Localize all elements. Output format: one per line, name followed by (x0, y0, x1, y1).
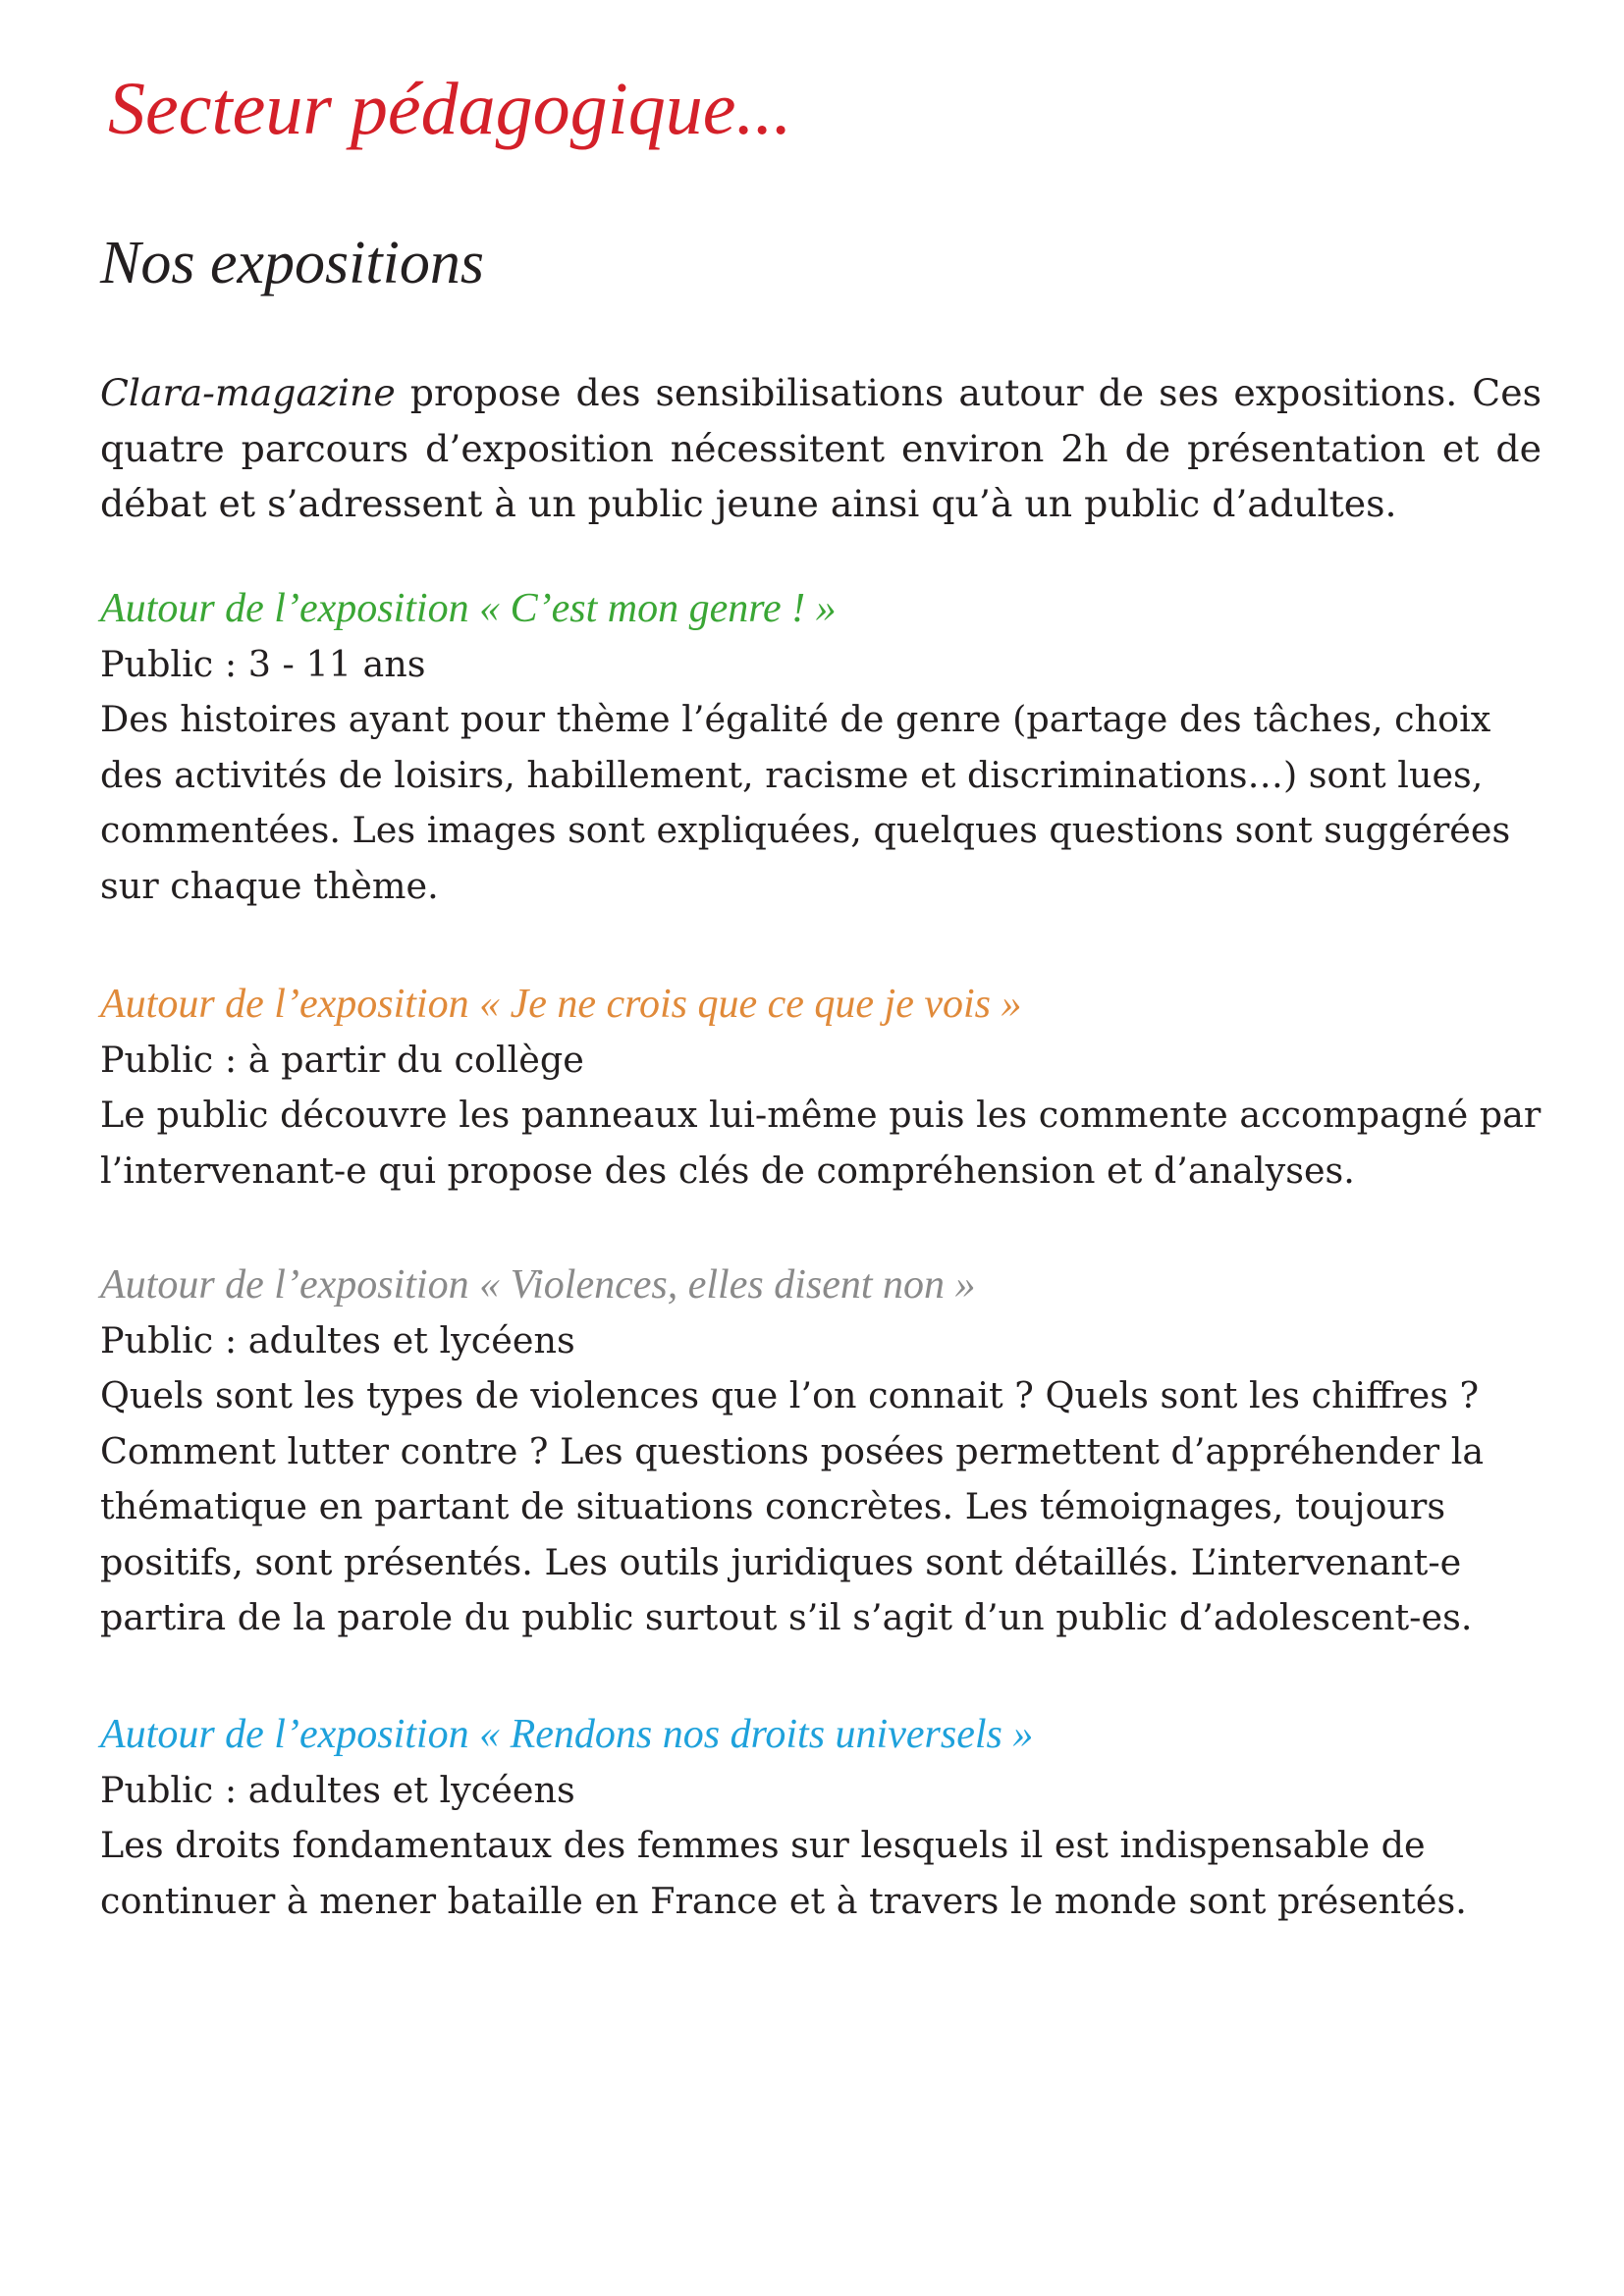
exposition-description: Le public découvre les panneaux lui-même puis les commente accompagné par l’intervenant-e qui propose des clés de compréhension et d’analyses. (100, 1094, 1542, 1192)
section-title: Nos expositions (100, 230, 484, 296)
exposition-public: Public : adultes et lycéens (100, 1768, 575, 1811)
exposition-heading: Autour de l’exposition « Je ne crois que ce que je vois » (100, 982, 1022, 1027)
exposition-block-je-ne-crois (100, 977, 1542, 1199)
intro-text: propose des sensibilisations autour de ses expositions. Ces quatre parcours d’exposition nécessitent environ 2h de présentation et de débat et s’adressent à un public jeune ainsi qu’à un public d’adultes. (100, 371, 1542, 525)
exposition-public: Public : adultes et lycéens (100, 1318, 575, 1362)
exposition-public: Public : 3 - 11 ans (100, 642, 426, 685)
exposition-heading: Autour de l’exposition « Rendons nos droits universels » (100, 1712, 1034, 1757)
exposition-description: Des histoires ayant pour thème l’égalité de genre (partage des tâches, choix des activités de loisirs, habillement, racisme et discriminations…) sont lues, commentées. Les images sont expliquées, quelques questions sont suggérées sur chaque thème. (100, 698, 1511, 907)
exposition-block-violences (100, 1257, 1542, 1646)
exposition-public: Public : à partir du collège (100, 1038, 584, 1081)
exposition-heading: Autour de l’exposition « Violences, elles disent non » (100, 1262, 976, 1308)
page-title: Secteur pédagogique... (108, 68, 792, 150)
exposition-description: Quels sont les types de violences que l’on connait ? Quels sont les chiffres ? Comment lutter contre ? Les questions posées permettent d’appréhender la thématique en partant de situations concrètes. Les témoignages, toujours positifs, sont présentés. Les outils juridiques sont détaillés. L’intervenant-e partira de la parole du public surtout s’il s’agit d’un public d’adolescent-es. (100, 1374, 1485, 1638)
intro-paragraph (100, 365, 1542, 532)
exposition-description: Les droits fondamentaux des femmes sur lesquels il est indispensable de continuer à mener bataille en France et à travers le monde sont présentés. (100, 1824, 1467, 1922)
magazine-name: Clara-magazine (100, 371, 396, 414)
exposition-block-droits-universels (100, 1707, 1542, 1929)
exposition-heading: Autour de l’exposition « C’est mon genre ! » (100, 586, 837, 631)
exposition-block-c-est-mon-genre (100, 581, 1542, 914)
